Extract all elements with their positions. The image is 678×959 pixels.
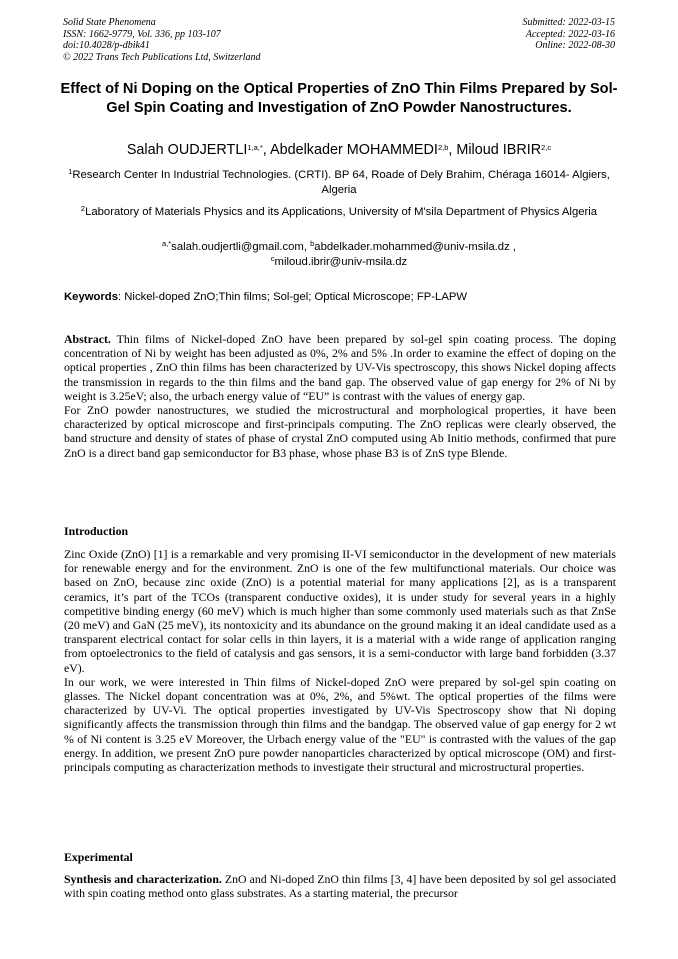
introduction-section — [64, 547, 616, 774]
experimental-heading: Experimental — [64, 850, 133, 864]
run-in-heading: Synthesis and characterization. — [64, 872, 222, 886]
email-mark: a,* — [161, 239, 172, 248]
email-link[interactable]: abdelkader.mohammed@univ-msila.dz , — [314, 241, 517, 253]
author-affiliation-mark: 1,a,* — [247, 143, 263, 152]
abstract-label: Abstract. — [64, 332, 111, 346]
abstract-section — [64, 332, 616, 460]
online-date: Online: 2022-08-30 — [535, 40, 615, 51]
abstract-text: Thin films of Nickel-doped ZnO have been prepared by sol-gel spin coating process. The doping concentration of Ni by weight has been adjusted as 0%, 2% and 5% .In order to examine the effect of doping on the optical properties , ZnO thin films has been characterized by UV-Vis spectroscopy, this shows Nickel doping affects the transmission in regards to the thin films and the band gap. The observed value of gap energy for 2% of Ni by weight is 3.25eV; also, the urbach energy value of “EU” is contrast with the values of energy gap. — [64, 332, 616, 403]
affiliation-1 — [60, 168, 618, 198]
paper-title: Effect of Ni Doping on the Optical Properties of ZnO Thin Films Prepared by Sol-Gel Spin Coating and Investigation of ZnO Powder Nanostructures. — [60, 81, 618, 116]
introduction-paragraph: In our work, we were interested in Thin films of Nickel-doped ZnO were prepared by sol-gel spin coating on glasses. The Nickel dopant concentration was at 0%, 2%, and 5%wt. The optical properties of the films were characterized by UV-Vi. The optical properties investigated by UV-Vis Spectroscopy show that Ni doping significantly affects the transmission through thin films and the bandgap. The observed value of gap energy for 2 wt % of Ni content is 3.25 eV Moreover, the Urbach energy value of the "EU" is contrasted with the values of the gap energy. In addition, we present ZnO pure powder nanoparticles characterized by optical microscope (OM) and first-principals computing as characterization methods to investigate their structural and microstructural properties. — [64, 674, 616, 775]
author-affiliation-mark: 2,b — [437, 143, 449, 152]
abstract-paragraph: For ZnO powder nanostructures, we studied the microstructural and morphological properties, it have been characterized by optical microscope and first-principals computing. The ZnO replicas were clearly observed, the band structure and density of states of phase of crystal ZnO computed using Ab Initio methods, confirmed that pure ZnO is a direct band gap semiconductor for B3 phase, whose phase B3 is of ZnS type Blende. — [64, 403, 616, 460]
copyright-line: © 2022 Trans Tech Publications Ltd, Switzerland — [63, 51, 261, 63]
issn-line: ISSN: 1662-9779, Vol. 336, pp 103-107 — [63, 28, 221, 40]
experimental-section — [64, 872, 616, 900]
introduction-heading: Introduction — [64, 524, 129, 538]
journal-name: Solid State Phenomena — [63, 17, 156, 28]
author-list: Salah $OUDJERTLI^{1,a,*}$, Abdelkader MOHAMMEDI$^{2,b}$, Miloud IBRIR$^{2,c}$ — [126, 142, 552, 158]
affiliation-2 — [60, 205, 618, 220]
keywords-text: : Nickel-doped ZnO;Thin films; Sol-gel; Optical Microscope; FP-LAPW — [118, 291, 468, 303]
affiliation-mark: 2 — [80, 204, 86, 213]
experimental-paragraph — [64, 872, 616, 900]
doi-line: doi:10.4028/p-dbik41 — [63, 40, 150, 51]
keywords-line — [64, 290, 616, 304]
experimental-text: ZnO and Ni-doped ZnO thin films [3, 4] have been deposited by sol gel associated with spin coating method onto glass substrates. As a starting material, the precursor — [64, 872, 616, 901]
keywords-label: Keywords — [64, 291, 118, 303]
email-mark: b — [310, 239, 315, 248]
dates-header — [523, 17, 616, 52]
affiliation-text: Laboratory of Materials Physics and its Applications, University of M'sila Department of Physics Algeria — [85, 206, 598, 218]
submitted-date: Submitted: 2022-03-15 — [522, 17, 615, 28]
author-name: Salah OUDJERTLI — [126, 142, 248, 158]
accepted-date: Accepted: 2022-03-16 — [525, 28, 615, 40]
affiliation-text: Research Center In Industrial Technologies. (CRTI). BP 64, Roade of Dely Brahim, Chéraga 16014- Algiers, Algeria — [72, 169, 610, 196]
abstract-paragraph — [64, 332, 616, 403]
author-name: Miloud IBRIR — [456, 142, 542, 158]
email-link[interactable]: miloud.ibrir@univ-msila.dz — [274, 256, 408, 268]
introduction-paragraph: Zinc Oxide (ZnO) [1] is a remarkable and very promising II-VI semiconductor in the development of new materials for renewable energy and for the environment. ZnO is one of the few multifunctional materials. Our choice was based on ZnO, because zinc oxide (ZnO) is a potential material for many applications [2], as is a transparent ceramics, it’s part of the TCOs (transparent conductive oxides), it is under study for several years in a highly competitive binding energy (60 meV) which is much higher than some commonly used materials such as that ZnSe (20 meV) and GaN (25 meV), its nontoxicity and its abundance on the ground making it an ideal candidate used as a transparent electrical contact for solar cells in thin layers, it is a material with a wide range of application ranging from optoelectronics to the field of catalysis and gas sensors, it is a semi-conductor with large band forbidden (3.37 eV). — [64, 547, 616, 675]
author-emails — [60, 240, 618, 270]
author-affiliation-mark: 2,c — [541, 143, 552, 152]
journal-header — [63, 17, 261, 63]
email-mark: c — [270, 254, 275, 263]
email-link[interactable]: salah.oudjertli@gmail.com, — [171, 241, 307, 253]
affiliation-mark: 1 — [68, 167, 73, 176]
author-name: Abdelkader MOHAMMEDI — [269, 142, 438, 158]
